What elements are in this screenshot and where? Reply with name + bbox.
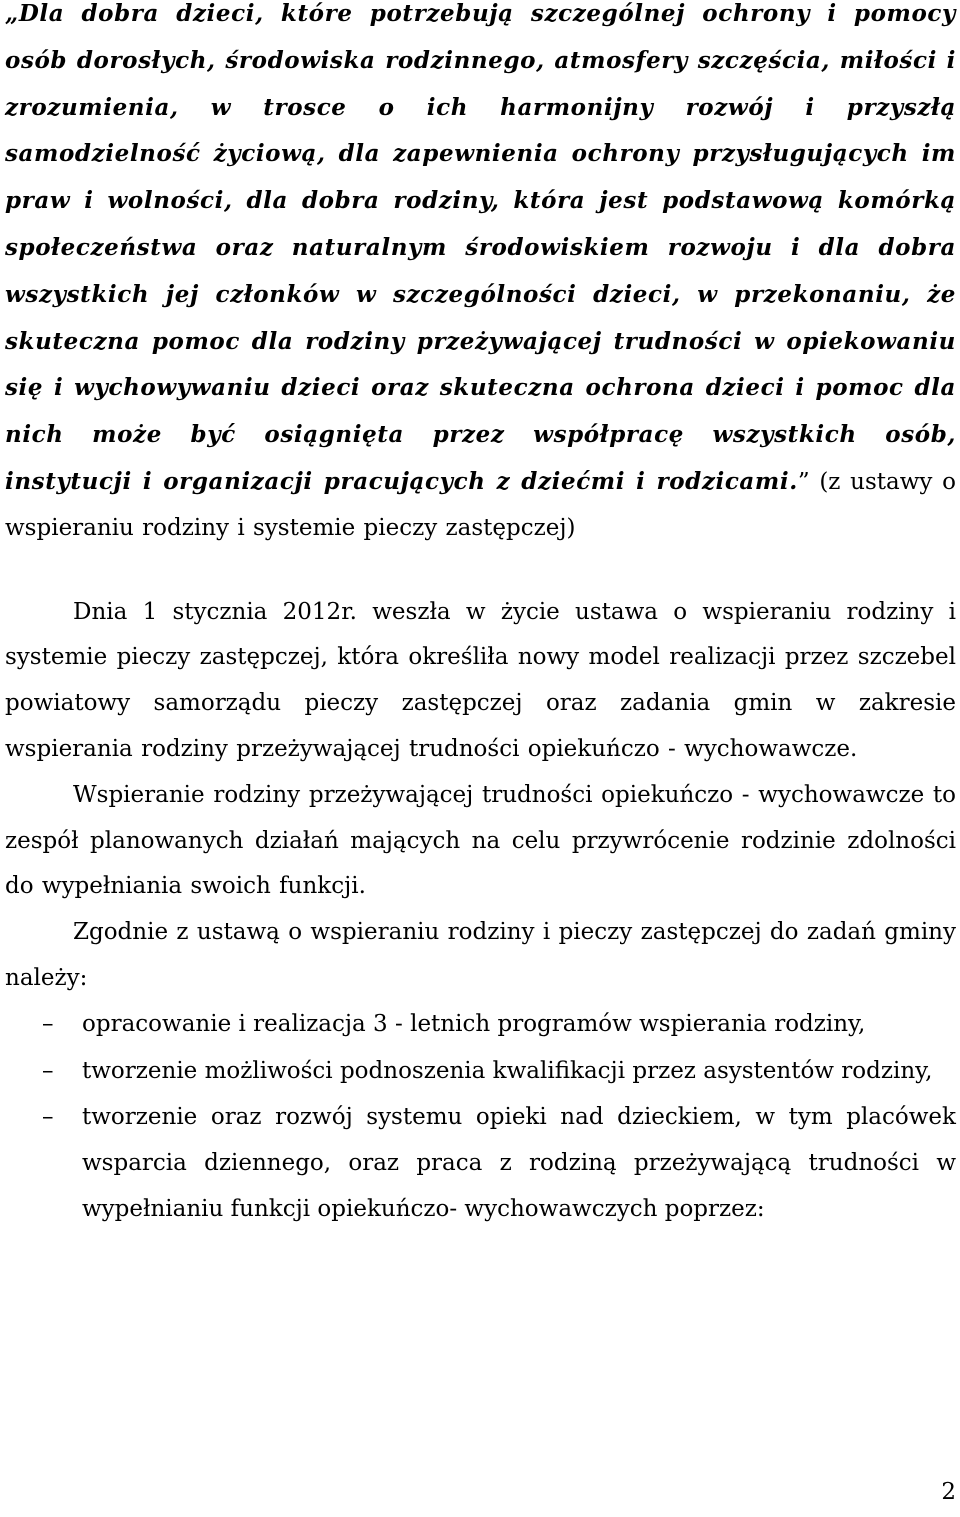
list-dash: – [42, 1057, 54, 1084]
list-item-text: tworzenie możliwości podnoszenia kwalifikacji przez asystentów rodziny, [82, 1057, 933, 1084]
list-item-text: opracowanie i realizacja 3 - letnich programów wspierania rodziny, [82, 1010, 866, 1037]
quote-paragraph [5, 0, 956, 552]
quote-text: „Dla dobra dzieci, które potrzebują szczególnej ochrony i pomocy osób dorosłych, środowiska rodzinnego, atmosfery szczęścia, miłości i zrozumienia, w trosce o ich harmonijny rozwój i przyszłą samodzielność życiową, dla zapewnienia ochrony przysługujących im praw i wolności, dla dobra rodziny, która jest podstawową komórką społeczeństwa oraz naturalnym środowiskiem rozwoju i dla dobra wszystkich jej członków w szczególności dzieci, w przekonaniu, że skuteczna pomoc dla rodziny przeżywającej trudności w opiekowaniu się i wychowywaniu dzieci oraz skuteczna ochrona dzieci i pomoc dla nich może być osiągnięta przez współpracę wszystkich osób, instytucji i organizacji pracujących z dziećmi i rodzicami. [5, 0, 956, 495]
tasks-list [5, 1002, 956, 1233]
page-number: 2 [941, 1479, 956, 1505]
definition-paragraph: Wspieranie rodziny przeżywającej trudności opiekuńczo - wychowawcze to zespół planowanych działań mających na celu przywrócenie rodzinie zdolności do wypełniania swoich funkcji. [5, 781, 956, 900]
list-dash: – [42, 1010, 54, 1037]
tasks-intro-paragraph: Zgodnie z ustawą o wspieraniu rodziny i pieczy zastępczej do zadań gminy należy: [5, 919, 956, 991]
quote-source: ” (z ustawy o wspieraniu rodziny i systemie pieczy zastępczej) [5, 468, 956, 541]
intro-paragraph: Dnia 1 stycznia 2012r. weszła w życie ustawa o wspieraniu rodziny i systemie pieczy zastępczej, która określiła nowy model realizacji przez szczebel powiatowy samorządu pieczy zastępczej oraz zadania gmin w zakresie wspierania rodziny przeżywającej trudności opiekuńczo - wychowawcze. [5, 598, 956, 762]
list-item-text: tworzenie oraz rozwój systemu opieki nad dzieckiem, w tym placówek wsparcia dziennego, oraz praca z rodziną przeżywającą trudności w wypełnianiu funkcji opiekuńczo- wychowawczych poprzez: [82, 1104, 956, 1222]
document-page [5, 0, 956, 1234]
list-item [5, 1095, 956, 1232]
list-item [5, 1002, 956, 1048]
list-item [5, 1049, 956, 1095]
list-dash: – [42, 1104, 54, 1131]
